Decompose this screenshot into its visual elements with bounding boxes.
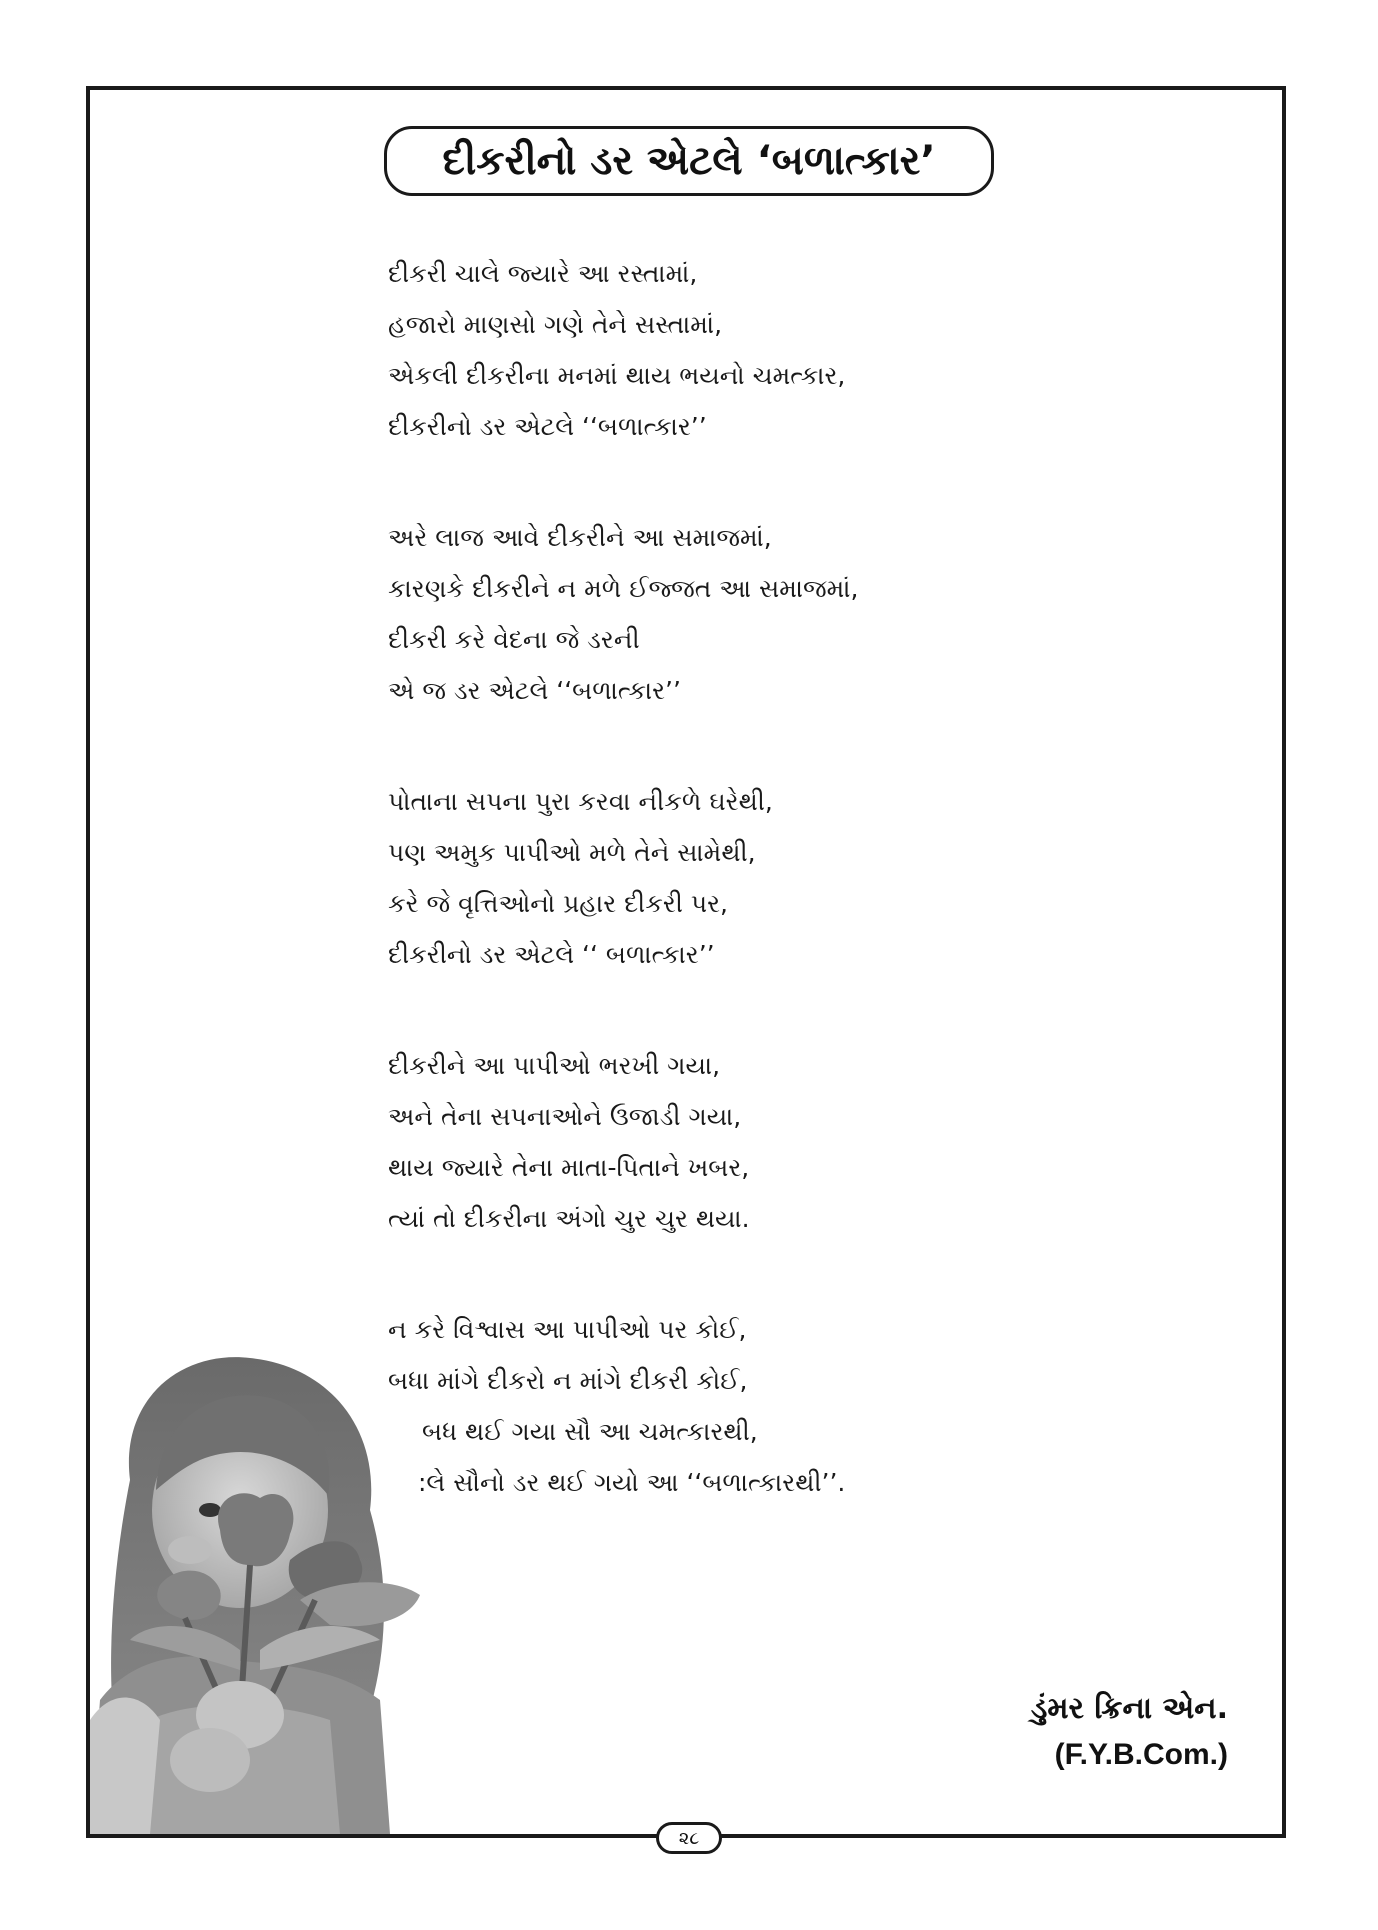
poem-line: હજારો માણસો ગણે તેને સસ્તામાં, bbox=[388, 310, 723, 339]
poem-line: એ જ ડર એટલે ‘‘બળાત્કાર’’ bbox=[388, 676, 681, 705]
stanza-5 bbox=[388, 1304, 948, 1508]
poem-title: દીકરીનો ડર એટલે ‘બળાત્કાર’ bbox=[442, 138, 936, 184]
poem-line: કરે જે વૃત્તિઓનો પ્રહાર દીકરી પર, bbox=[388, 889, 728, 918]
stanza-2 bbox=[388, 512, 948, 716]
girl-with-tulips-image bbox=[90, 1320, 430, 1834]
poem-line: બધા માંગે દીકરો ન માંગે દીકરી કોઈ, bbox=[388, 1366, 748, 1395]
poem-line: દીકરીને આ પાપીઓ ભરખી ગયા, bbox=[388, 1051, 721, 1080]
stanza-3 bbox=[388, 776, 948, 980]
title-box bbox=[384, 126, 994, 196]
poem-line: થાય જ્યારે તેના માતા-પિતાને ખબર, bbox=[388, 1153, 750, 1182]
poem-line: દીકરીનો ડર એટલે ‘‘બળાત્કાર’’ bbox=[388, 412, 707, 441]
poem-line: દીકરી ચાલે જ્યારે આ રસ્તામાં, bbox=[388, 259, 698, 288]
author-name: ડુંમર ક્રિના એન. bbox=[1030, 1691, 1228, 1726]
poem-line: કારણકે દીકરીને ન મળે ઈજ્જત આ સમાજમાં, bbox=[388, 574, 859, 603]
poem-line: અરે લાજ આવે દીકરીને આ સમાજમાં, bbox=[388, 523, 772, 552]
author-class: (F.Y.B.Com.) bbox=[1054, 1738, 1228, 1771]
author-signature bbox=[1031, 1686, 1228, 1778]
poem-line: અને તેના સપનાઓને ઉજાડી ગયા, bbox=[388, 1102, 742, 1131]
stanza-4 bbox=[388, 1040, 948, 1244]
poem-line: ત્યાં તો દીકરીના અંગો ચુર ચુર થયા. bbox=[388, 1204, 750, 1233]
poem-body bbox=[388, 248, 948, 1568]
poem-line: :લે સૌનો ડર થઈ ગયો આ ‘‘બળાત્કારથી’’. bbox=[418, 1468, 846, 1497]
poem-line: પોતાના સપના પુરા કરવા નીકળે ઘરેથી, bbox=[388, 787, 773, 816]
poem-line: દીકરીનો ડર એટલે ‘‘ બળાત્કાર’’ bbox=[388, 940, 715, 969]
poem-line: પણ અમુક પાપીઓ મળે તેને સામેથી, bbox=[388, 838, 756, 867]
poem-line: ન કરે વિશ્વાસ આ પાપીઓ પર કોઈ, bbox=[388, 1315, 747, 1344]
stanza-1 bbox=[388, 248, 948, 452]
poem-line: એકલી દીકરીના મનમાં થાય ભયનો ચમત્કાર, bbox=[388, 361, 846, 390]
poem-line: બધ થઈ ગયા સૌ આ ચમત્કારથી, bbox=[422, 1417, 758, 1446]
page-number: ૨૮ bbox=[656, 1822, 722, 1854]
poem-line: દીકરી કરે વેદના જે ડરની bbox=[388, 625, 640, 654]
